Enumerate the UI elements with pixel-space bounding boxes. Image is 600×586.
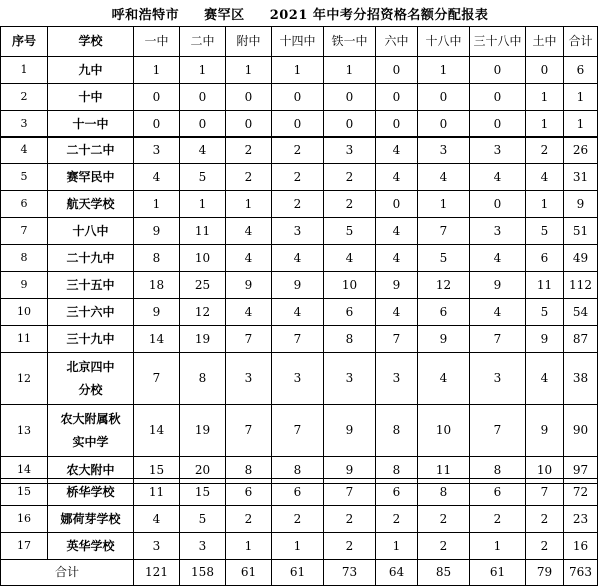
header-cell: 三十八中 xyxy=(470,27,526,57)
total-row xyxy=(1,560,598,586)
quota-cell: 1 xyxy=(226,57,272,84)
quota-cell: 10 xyxy=(180,245,226,272)
school-name-line: 英华学校 xyxy=(66,538,115,553)
row-total-cell: 9 xyxy=(564,191,598,218)
header-cell: 铁一中 xyxy=(324,27,376,57)
row-number: 10 xyxy=(1,299,48,326)
quota-cell: 0 xyxy=(418,111,470,138)
quota-cell: 4 xyxy=(226,299,272,326)
quota-cell: 2 xyxy=(324,164,376,191)
school-name-line: 二十二中 xyxy=(66,142,115,157)
table-row xyxy=(1,164,598,191)
row-number: 7 xyxy=(1,218,48,245)
quota-cell: 9 xyxy=(376,272,418,299)
row-total-cell: 97 xyxy=(564,457,598,484)
row-number: 6 xyxy=(1,191,48,218)
school-name-line: 十八中 xyxy=(72,223,109,238)
header-cell: 一中 xyxy=(134,27,180,57)
quota-cell: 19 xyxy=(180,405,226,457)
quota-cell: 2 xyxy=(526,137,564,164)
quota-cell: 1 xyxy=(226,533,272,560)
quota-cell: 6 xyxy=(272,479,324,506)
quota-cell: 1 xyxy=(526,84,564,111)
row-number: 16 xyxy=(1,506,48,533)
school-name-line: 十中 xyxy=(78,89,103,104)
school-name-line: 三十九中 xyxy=(66,331,115,346)
school-name xyxy=(48,353,134,405)
quota-cell: 2 xyxy=(526,506,564,533)
quota-cell: 3 xyxy=(134,137,180,164)
quota-cell: 3 xyxy=(470,353,526,405)
quota-cell: 8 xyxy=(180,353,226,405)
quota-cell: 3 xyxy=(272,218,324,245)
header-cell: 二中 xyxy=(180,27,226,57)
quota-cell: 4 xyxy=(418,164,470,191)
school-name xyxy=(48,137,134,164)
row-number: 2 xyxy=(1,84,48,111)
quota-cell: 7 xyxy=(376,326,418,353)
quota-cell: 7 xyxy=(226,405,272,457)
quota-cell: 0 xyxy=(376,111,418,138)
school-name xyxy=(48,405,134,457)
quota-cell: 7 xyxy=(324,479,376,506)
quota-cell: 2 xyxy=(376,506,418,533)
report-title xyxy=(0,4,600,23)
quota-cell: 7 xyxy=(418,218,470,245)
quota-cell: 4 xyxy=(272,245,324,272)
quota-cell: 20 xyxy=(180,457,226,484)
row-number: 17 xyxy=(1,533,48,560)
quota-cell: 1 xyxy=(526,191,564,218)
header-row xyxy=(1,27,598,57)
quota-cell: 10 xyxy=(324,272,376,299)
row-total-cell: 1 xyxy=(564,111,598,138)
school-name-line: 三十五中 xyxy=(66,277,115,292)
quota-cell: 1 xyxy=(470,533,526,560)
row-total-cell: 49 xyxy=(564,245,598,272)
row-total-cell: 23 xyxy=(564,506,598,533)
column-total-cell: 85 xyxy=(418,560,470,586)
row-number: 12 xyxy=(1,353,48,405)
quota-cell: 8 xyxy=(418,479,470,506)
row-total-cell: 16 xyxy=(564,533,598,560)
quota-cell: 4 xyxy=(376,245,418,272)
quota-cell: 3 xyxy=(470,218,526,245)
quota-cell: 5 xyxy=(526,299,564,326)
header-cell-school: 学校 xyxy=(48,27,134,57)
school-name xyxy=(48,533,134,560)
quota-cell: 0 xyxy=(272,111,324,138)
table-row xyxy=(1,191,598,218)
school-name-line: 九中 xyxy=(78,62,103,77)
quota-cell: 1 xyxy=(376,533,418,560)
quota-cell: 6 xyxy=(376,479,418,506)
quota-cell: 2 xyxy=(272,137,324,164)
quota-cell: 0 xyxy=(180,84,226,111)
quota-cell: 0 xyxy=(134,111,180,138)
quota-cell: 9 xyxy=(526,405,564,457)
school-name xyxy=(48,299,134,326)
column-total-cell: 73 xyxy=(324,560,376,586)
quota-cell: 12 xyxy=(180,299,226,326)
quota-cell: 2 xyxy=(418,533,470,560)
quota-cell: 0 xyxy=(324,84,376,111)
column-total-cell: 61 xyxy=(272,560,324,586)
quota-cell: 14 xyxy=(134,405,180,457)
quota-cell: 5 xyxy=(418,245,470,272)
row-total-cell: 72 xyxy=(564,479,598,506)
quota-cell: 2 xyxy=(470,506,526,533)
table-row xyxy=(1,533,598,560)
quota-cell: 3 xyxy=(272,353,324,405)
school-name-line: 航天学校 xyxy=(66,196,115,211)
quota-cell: 1 xyxy=(180,57,226,84)
quota-cell: 4 xyxy=(134,164,180,191)
title-city: 呼和浩特市 xyxy=(111,8,180,23)
school-name xyxy=(48,111,134,138)
quota-cell: 8 xyxy=(376,457,418,484)
column-total-cell: 61 xyxy=(226,560,272,586)
quota-cell: 7 xyxy=(470,405,526,457)
quota-cell: 9 xyxy=(526,326,564,353)
school-name-line: 农大附中 xyxy=(66,462,115,477)
quota-cell: 9 xyxy=(134,299,180,326)
quota-cell: 11 xyxy=(134,479,180,506)
column-total-cell: 64 xyxy=(376,560,418,586)
quota-cell: 4 xyxy=(526,353,564,405)
row-total-cell: 38 xyxy=(564,353,598,405)
table-row xyxy=(1,111,598,138)
column-total-cell: 158 xyxy=(180,560,226,586)
title-text: 2021 年中考分招资格名额分配报表 xyxy=(269,8,489,23)
table-row xyxy=(1,353,598,405)
quota-cell: 1 xyxy=(418,191,470,218)
table-row xyxy=(1,326,598,353)
quota-cell: 2 xyxy=(418,506,470,533)
quota-cell: 5 xyxy=(180,506,226,533)
quota-cell: 2 xyxy=(226,137,272,164)
quota-cell: 0 xyxy=(526,57,564,84)
quota-cell: 1 xyxy=(418,57,470,84)
header-cell: 六中 xyxy=(376,27,418,57)
row-total-cell: 112 xyxy=(564,272,598,299)
quota-cell: 2 xyxy=(324,191,376,218)
table-group3 xyxy=(0,478,598,586)
quota-cell: 0 xyxy=(470,111,526,138)
quota-cell: 2 xyxy=(526,533,564,560)
quota-cell: 9 xyxy=(272,272,324,299)
table-row xyxy=(1,218,598,245)
quota-cell: 0 xyxy=(180,111,226,138)
school-name xyxy=(48,326,134,353)
quota-cell: 4 xyxy=(376,299,418,326)
quota-cell: 6 xyxy=(526,245,564,272)
row-number: 5 xyxy=(1,164,48,191)
quota-cell: 4 xyxy=(226,245,272,272)
quota-cell: 8 xyxy=(134,245,180,272)
school-name-line: 二十九中 xyxy=(66,250,115,265)
row-number: 8 xyxy=(1,245,48,272)
school-name xyxy=(48,245,134,272)
table-row xyxy=(1,245,598,272)
quota-cell: 2 xyxy=(272,191,324,218)
quota-cell: 6 xyxy=(418,299,470,326)
quota-cell: 18 xyxy=(134,272,180,299)
table-row xyxy=(1,272,598,299)
quota-cell: 7 xyxy=(272,326,324,353)
row-number: 3 xyxy=(1,111,48,138)
quota-cell: 2 xyxy=(272,164,324,191)
row-number: 15 xyxy=(1,479,48,506)
quota-cell: 11 xyxy=(180,218,226,245)
quota-cell: 9 xyxy=(324,405,376,457)
row-total-cell: 87 xyxy=(564,326,598,353)
table-header-group1 xyxy=(0,26,598,138)
school-name xyxy=(48,218,134,245)
quota-cell: 0 xyxy=(470,191,526,218)
quota-cell: 3 xyxy=(376,353,418,405)
quota-cell: 9 xyxy=(418,326,470,353)
quota-cell: 7 xyxy=(226,326,272,353)
row-total-cell: 31 xyxy=(564,164,598,191)
header-cell: 十四中 xyxy=(272,27,324,57)
quota-cell: 3 xyxy=(324,353,376,405)
table-group2 xyxy=(0,136,598,484)
quota-cell: 0 xyxy=(470,57,526,84)
school-name xyxy=(48,84,134,111)
quota-cell: 0 xyxy=(376,57,418,84)
quota-cell: 1 xyxy=(324,57,376,84)
quota-cell: 6 xyxy=(324,299,376,326)
table-row xyxy=(1,405,598,457)
quota-cell: 1 xyxy=(180,191,226,218)
quota-cell: 7 xyxy=(470,326,526,353)
row-total-cell: 51 xyxy=(564,218,598,245)
row-total-cell: 26 xyxy=(564,137,598,164)
row-total-cell: 54 xyxy=(564,299,598,326)
quota-cell: 8 xyxy=(470,457,526,484)
school-name-line: 三十六中 xyxy=(66,304,115,319)
quota-cell: 3 xyxy=(324,137,376,164)
row-total-cell: 6 xyxy=(564,57,598,84)
school-name xyxy=(48,272,134,299)
quota-cell: 1 xyxy=(272,57,324,84)
row-total-cell: 1 xyxy=(564,84,598,111)
table-row xyxy=(1,506,598,533)
quota-cell: 9 xyxy=(226,272,272,299)
quota-cell: 1 xyxy=(134,191,180,218)
quota-cell: 3 xyxy=(470,137,526,164)
quota-cell: 0 xyxy=(134,84,180,111)
table-row xyxy=(1,479,598,506)
quota-cell: 5 xyxy=(526,218,564,245)
title-district: 赛罕区 xyxy=(204,8,245,23)
quota-cell: 7 xyxy=(272,405,324,457)
quota-cell: 8 xyxy=(272,457,324,484)
quota-cell: 10 xyxy=(526,457,564,484)
table-row xyxy=(1,137,598,164)
column-total-cell: 121 xyxy=(134,560,180,586)
school-name-line: 实中学 xyxy=(72,434,109,449)
table-row xyxy=(1,299,598,326)
header-cell-no: 序号 xyxy=(1,27,48,57)
school-name-line: 娜荷芽学校 xyxy=(60,511,121,526)
quota-cell: 6 xyxy=(470,479,526,506)
quota-cell: 4 xyxy=(180,137,226,164)
row-number: 9 xyxy=(1,272,48,299)
quota-cell: 1 xyxy=(272,533,324,560)
quota-cell: 8 xyxy=(226,457,272,484)
school-name xyxy=(48,57,134,84)
total-label: 合计 xyxy=(1,560,134,586)
quota-cell: 12 xyxy=(418,272,470,299)
school-name-line: 北京四中 xyxy=(66,359,115,374)
quota-cell: 4 xyxy=(272,299,324,326)
quota-cell: 0 xyxy=(226,111,272,138)
row-number: 11 xyxy=(1,326,48,353)
quota-cell: 9 xyxy=(470,272,526,299)
quota-cell: 11 xyxy=(526,272,564,299)
quota-cell: 8 xyxy=(324,326,376,353)
table-row xyxy=(1,84,598,111)
school-name xyxy=(48,479,134,506)
quota-cell: 1 xyxy=(226,191,272,218)
quota-cell: 4 xyxy=(470,299,526,326)
quota-cell: 1 xyxy=(526,111,564,138)
quota-cell: 7 xyxy=(526,479,564,506)
row-number: 13 xyxy=(1,405,48,457)
quota-cell: 15 xyxy=(134,457,180,484)
quota-cell: 4 xyxy=(134,506,180,533)
quota-cell: 4 xyxy=(376,164,418,191)
school-name-line: 农大附属秋 xyxy=(60,411,121,426)
quota-cell: 25 xyxy=(180,272,226,299)
school-name-line: 十一中 xyxy=(72,116,109,131)
quota-cell: 8 xyxy=(376,405,418,457)
quota-cell: 3 xyxy=(418,137,470,164)
row-total-cell: 90 xyxy=(564,405,598,457)
quota-cell: 6 xyxy=(226,479,272,506)
column-total-cell: 79 xyxy=(526,560,564,586)
quota-cell: 2 xyxy=(226,164,272,191)
row-number: 14 xyxy=(1,457,48,484)
quota-cell: 7 xyxy=(134,353,180,405)
quota-cell: 0 xyxy=(272,84,324,111)
quota-cell: 15 xyxy=(180,479,226,506)
header-cell: 附中 xyxy=(226,27,272,57)
quota-cell: 3 xyxy=(134,533,180,560)
quota-cell: 4 xyxy=(376,137,418,164)
quota-cell: 2 xyxy=(324,506,376,533)
school-name-line: 分校 xyxy=(78,382,103,397)
school-name xyxy=(48,506,134,533)
quota-cell: 0 xyxy=(418,84,470,111)
grand-total-cell: 763 xyxy=(564,560,598,586)
quota-cell: 9 xyxy=(134,218,180,245)
table-row xyxy=(1,57,598,84)
header-cell: 十八中 xyxy=(418,27,470,57)
school-name-line: 赛罕民中 xyxy=(66,169,115,184)
quota-cell: 10 xyxy=(418,405,470,457)
school-name xyxy=(48,164,134,191)
quota-cell: 2 xyxy=(272,506,324,533)
header-cell: 土中 xyxy=(526,27,564,57)
school-name xyxy=(48,191,134,218)
quota-cell: 14 xyxy=(134,326,180,353)
quota-cell: 0 xyxy=(324,111,376,138)
quota-cell: 4 xyxy=(470,164,526,191)
row-number: 1 xyxy=(1,57,48,84)
column-total-cell: 61 xyxy=(470,560,526,586)
quota-cell: 3 xyxy=(180,533,226,560)
quota-cell: 5 xyxy=(324,218,376,245)
school-name-line: 桥华学校 xyxy=(66,484,115,499)
quota-cell: 4 xyxy=(418,353,470,405)
quota-cell: 11 xyxy=(418,457,470,484)
quota-cell: 5 xyxy=(180,164,226,191)
quota-cell: 0 xyxy=(376,191,418,218)
quota-cell: 4 xyxy=(324,245,376,272)
row-number: 4 xyxy=(1,137,48,164)
quota-cell: 4 xyxy=(526,164,564,191)
quota-cell: 3 xyxy=(226,353,272,405)
quota-cell: 2 xyxy=(324,533,376,560)
quota-cell: 2 xyxy=(226,506,272,533)
quota-cell: 1 xyxy=(134,57,180,84)
quota-cell: 19 xyxy=(180,326,226,353)
header-cell: 合计 xyxy=(564,27,598,57)
quota-cell: 4 xyxy=(470,245,526,272)
quota-cell: 4 xyxy=(226,218,272,245)
quota-cell: 0 xyxy=(226,84,272,111)
quota-cell: 0 xyxy=(470,84,526,111)
quota-cell: 4 xyxy=(376,218,418,245)
quota-cell: 9 xyxy=(324,457,376,484)
quota-cell: 0 xyxy=(376,84,418,111)
